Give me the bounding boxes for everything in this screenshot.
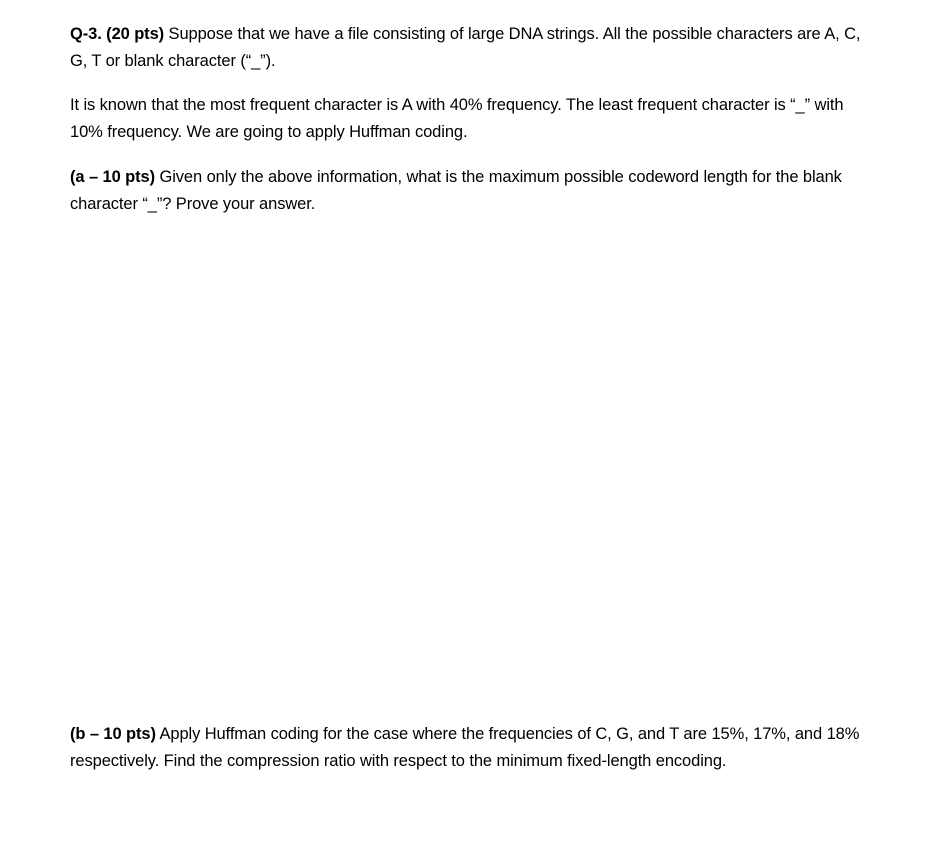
part-b-label: (b – 10 pts)	[70, 725, 156, 743]
part-a-text: Given only the above information, what is the maximum possible codeword length for the blank character “_”? Prove your answer.	[70, 168, 842, 213]
part-b-text: Apply Huffman coding for the case where the frequencies of C, G, and T are 15%, 17%, and 18% respectively. Find the compression ratio with respect to the minimum fixed-length encoding.	[70, 725, 860, 770]
question-context-paragraph: It is known that the most frequent character is A with 40% frequency. The least frequent character is “_” with 10% frequency. We are going to apply Huffman coding.	[70, 96, 844, 141]
part-b-paragraph	[70, 721, 860, 775]
question-intro-paragraph	[70, 21, 870, 75]
part-a-paragraph	[70, 164, 870, 218]
question-label: Q-3. (20 pts)	[70, 25, 165, 43]
part-a-label: (a – 10 pts)	[70, 168, 155, 186]
question-intro-text: Suppose that we have a file consisting of large DNA strings. All the possible characters are A, C, G, T or blank character (“_”).	[70, 25, 861, 70]
